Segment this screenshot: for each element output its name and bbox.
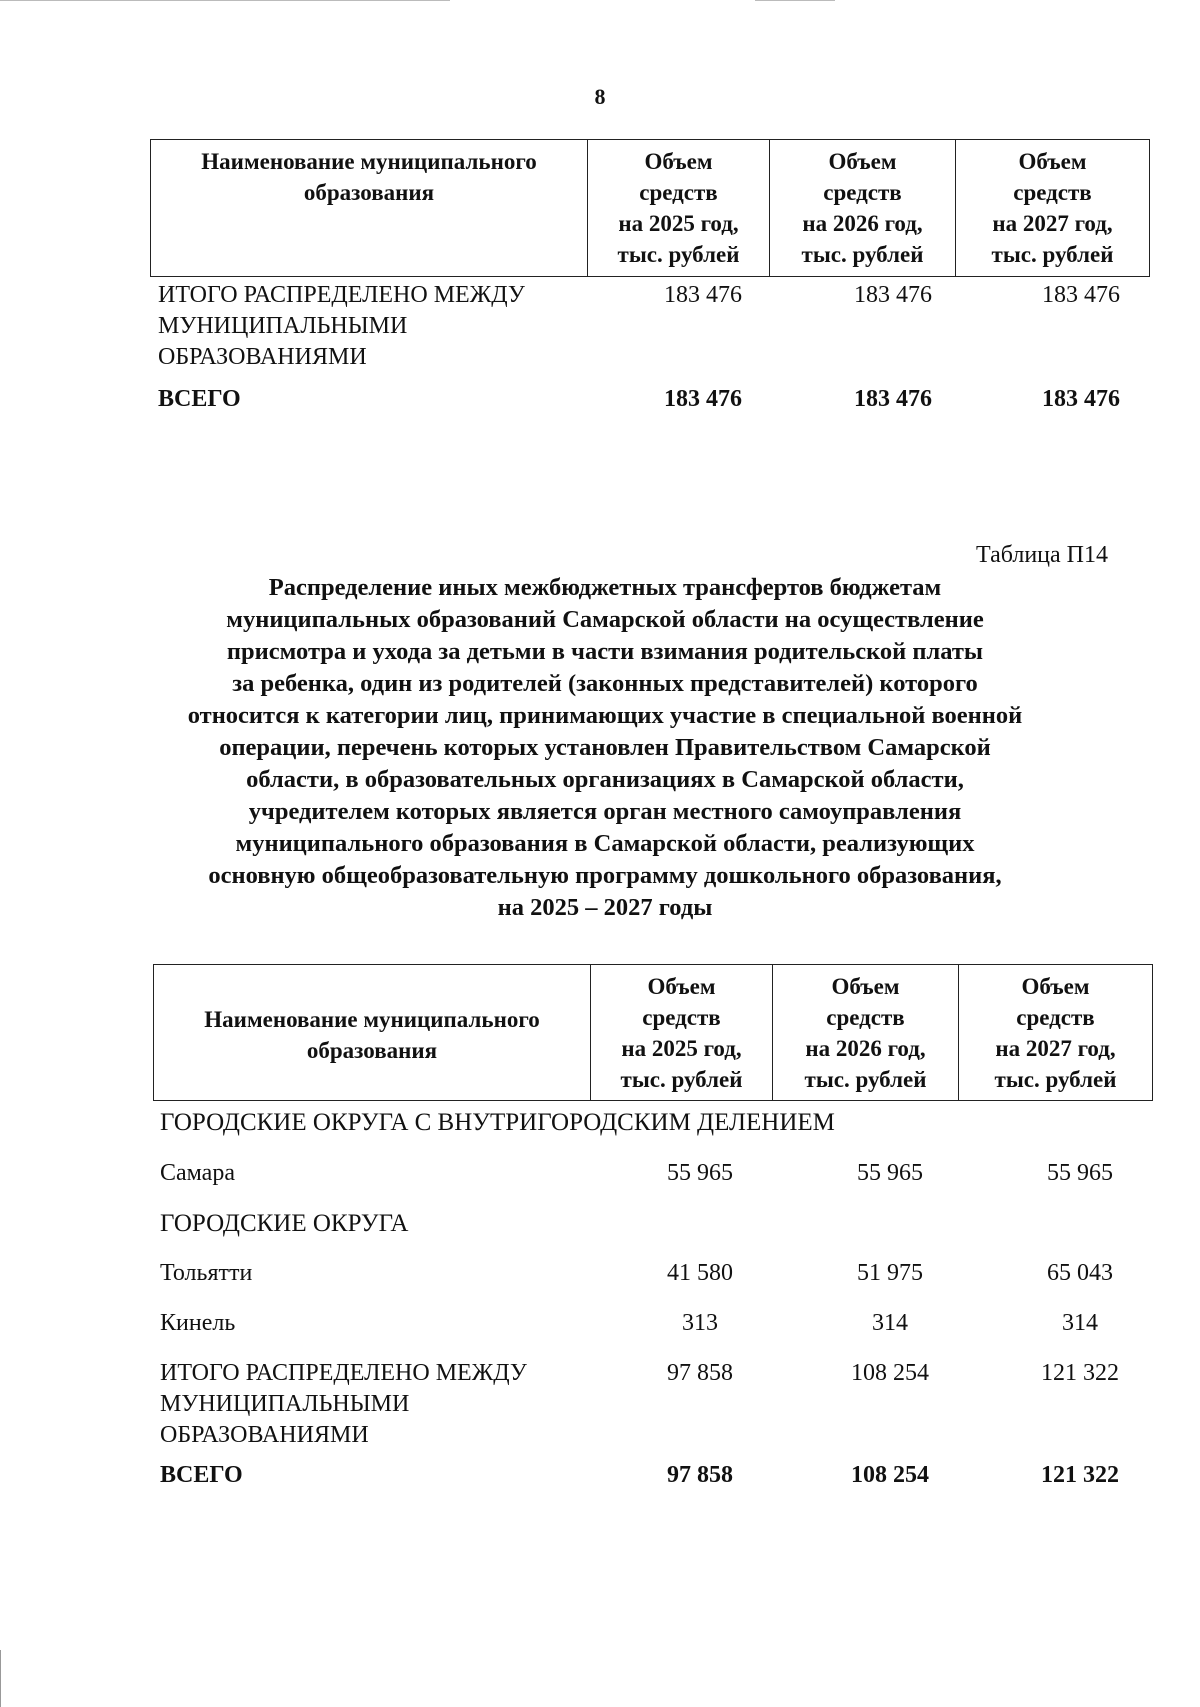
title-line: относится к категории лиц, принимающих участие в специальной военной [187, 702, 1023, 729]
value-2027: 55 965 [1047, 1160, 1113, 1186]
title-line: учредителем которых является орган местного самоуправления [248, 798, 962, 825]
header-col-2027: Объем средств на 2027 год, тыс. рублей [956, 140, 1150, 277]
title-line: муниципального образования в Самарской области, реализующих [235, 830, 975, 857]
header-col-2026: Объем средств на 2026 год, тыс. рублей [773, 965, 959, 1101]
value-2026: 108 254 [851, 1462, 929, 1488]
value-2025: 97 858 [667, 1462, 733, 1488]
value-2026: 55 965 [857, 1160, 923, 1186]
title-line: Распределение иных межбюджетных трансфертов бюджетам [268, 574, 942, 601]
value-2025: 41 580 [667, 1260, 733, 1286]
value-2026: 183 476 [854, 386, 932, 412]
row-name: ИТОГО РАСПРЕДЕЛЕНО МЕЖДУ МУНИЦИПАЛЬНЫМИ ОБРАЗОВАНИЯМИ [158, 282, 525, 370]
value-2025: 183 476 [664, 386, 742, 412]
title-line: на 2025 – 2027 годы [497, 894, 713, 921]
value-2027: 183 476 [1042, 386, 1120, 412]
value-2026: 51 975 [857, 1260, 923, 1286]
value-2026: 314 [872, 1310, 908, 1336]
row-name: ВСЕГО [158, 386, 241, 412]
table1-body [158, 280, 1148, 420]
title-line: операции, перечень которых установлен Правительством Самарской [219, 734, 991, 761]
value-2027: 65 043 [1047, 1260, 1113, 1286]
table-title [110, 572, 1100, 924]
title-line: присмотра и ухода за детьми в части взимания родительской платы [226, 638, 984, 665]
table1-header [150, 139, 1150, 277]
row-name: ВСЕГО [160, 1462, 243, 1488]
header-col-2026: Объем средств на 2026 год, тыс. рублей [770, 140, 956, 277]
header-col-2025: Объем средств на 2025 год, тыс. рублей [591, 965, 773, 1101]
title-line: за ребенка, один из родителей (законных представителей) которого [232, 670, 978, 697]
value-2025: 313 [682, 1310, 718, 1336]
title-line: основную общеобразовательную программу дошкольного образования, [208, 862, 1002, 889]
page-number: 8 [594, 84, 606, 109]
header-name-col: Наименование муниципального образования [154, 965, 591, 1101]
value-2027: 121 322 [1041, 1360, 1119, 1386]
table-label: Таблица П14 [976, 542, 1108, 568]
header-name-col: Наименование муниципального образования [151, 140, 588, 277]
title-line: области, в образовательных организациях в Самарской области, [246, 766, 964, 793]
header-col-2027: Объем средств на 2027 год, тыс. рублей [959, 965, 1153, 1101]
scan-line-top-left [0, 0, 450, 1]
scan-line-top-right [755, 0, 835, 1]
row-name: Тольятти [160, 1260, 253, 1286]
row-name: ИТОГО РАСПРЕДЕЛЕНО МЕЖДУ МУНИЦИПАЛЬНЫМИ ОБРАЗОВАНИЯМИ [160, 1360, 527, 1448]
row-name: Самара [160, 1160, 235, 1186]
value-2026: 108 254 [851, 1360, 929, 1386]
value-2027: 314 [1062, 1310, 1098, 1336]
title-line: муниципальных образований Самарской области на осуществление [226, 606, 984, 633]
value-2027: 183 476 [1042, 282, 1120, 308]
row-name: Кинель [160, 1310, 236, 1336]
value-2025: 97 858 [667, 1360, 733, 1386]
value-2025: 183 476 [664, 282, 742, 308]
value-2026: 183 476 [854, 282, 932, 308]
header-col-2025: Объем средств на 2025 год, тыс. рублей [588, 140, 770, 277]
value-2027: 121 322 [1041, 1462, 1119, 1488]
value-2025: 55 965 [667, 1160, 733, 1186]
table2-header [153, 964, 1153, 1101]
scan-line-left-edge [0, 1650, 1, 1707]
table2-body: ГОРОДСКИЕ ОКРУГА С ВНУТРИГОРОДСКИМ ДЕЛЕНИЕМ Самара 55 965 55 965 55 965 ГОРОДСКИЕ ОКРУГА Тольятти 41 580 51 975 65 043 Кинель 313 314 314 ИТОГО РАСПРЕДЕЛЕНО МЕЖДУ МУНИЦИПАЛЬНЫМИ ОБРАЗОВАНИЯМИ 97 858 108 254 121 322 ВСЕГО 97 858 108 254 121 322 [160, 1107, 1150, 1507]
